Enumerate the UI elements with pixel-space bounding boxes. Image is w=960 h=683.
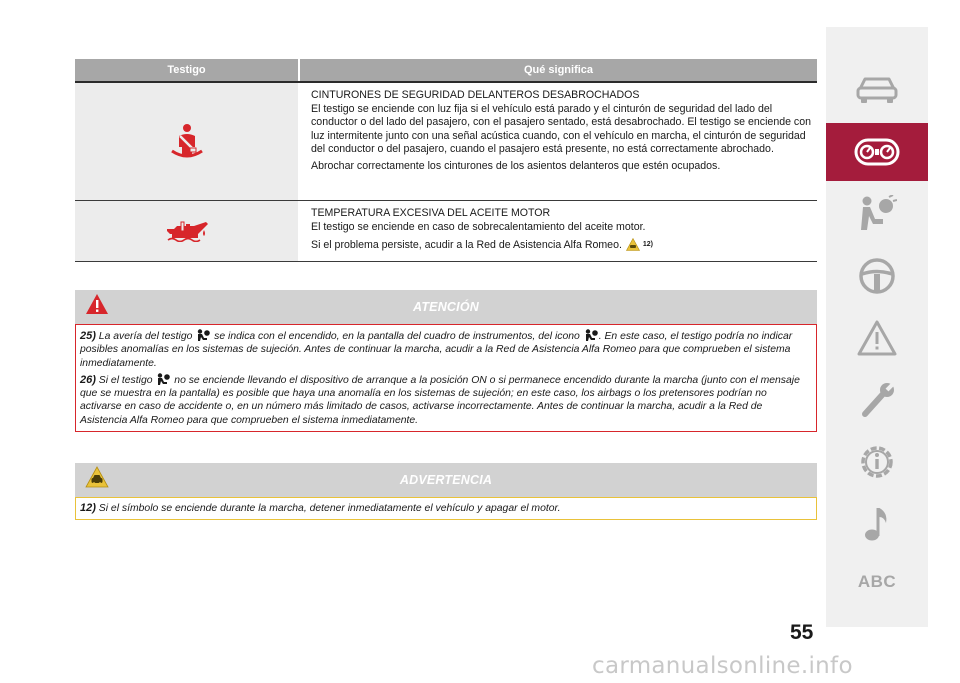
atencion-item: 26) Si el testigo no se enciende llevando el dispositivo de arranque a la posición ON o si permanece encendido durante la marcha (junto con el mensaje que se muestra en la pantalla) es posible que haya una anomalía en los sistemas de sujeción; en este caso, los airbags o los pretensores podrían no activarse en caso de accidente o, en un número más limitado de casos, activarse incorrectamente. Antes de continuar la marcha, acudir a la Red de Asistencia Alfa Romeo para que comprueben el sistema inmediatamente.	[80, 373, 800, 426]
table-header	[75, 59, 817, 81]
warning-light-cell	[75, 201, 298, 261]
sidebar-item-index[interactable]	[826, 553, 928, 611]
index-label: ABC	[857, 572, 897, 591]
advertencia-icon	[626, 238, 640, 251]
advertencia-body	[75, 497, 817, 520]
description-paragraph: Abrochar correctamente los cinturones de los asientos delanteros que estén ocupados.	[311, 160, 721, 173]
atencion-header	[75, 290, 817, 324]
sidebar-item-maintenance[interactable]	[826, 371, 928, 429]
page-number: 55	[790, 621, 814, 644]
advertencia-box	[75, 463, 817, 520]
description-paragraph: El testigo se enciende con luz fija si el vehículo está parado y el cinturón de seguridad del lado del conductor o del lado del pasajero, con el pasajero sentado, está desabrochado. El testigo se enciende con luz intermitente junto con una señal acústica cuando, con el vehículo en marcha, el cinturón de seguridad del conductor o del pasajero, cuando el pasajero está presente, no está correctamente abrochado.	[311, 103, 812, 155]
warning-light-cell	[75, 83, 298, 200]
sidebar-item-vehicle[interactable]	[826, 61, 928, 119]
advertencia-item: 12) Si el símbolo se enciende durante la marcha, detener inmediatamente el vehículo y apagar el motor.	[80, 502, 561, 514]
atencion-title: ATENCIÓN	[413, 300, 479, 314]
atencion-body	[75, 324, 817, 432]
oil-temperature-icon	[164, 220, 210, 242]
table-row	[75, 201, 817, 262]
column-header-testigo: Testigo	[75, 59, 298, 81]
advertencia-car-triangle-icon	[85, 466, 109, 488]
airbag-warning-icon	[584, 329, 598, 342]
advertencia-title: ADVERTENCIA	[399, 473, 493, 487]
description-paragraph: El testigo se enciende en caso de sobrecalentamiento del aceite motor.	[311, 221, 646, 234]
dashboard-icon	[854, 138, 900, 166]
sidebar-item-dashboard[interactable]	[826, 123, 928, 181]
warning-light-description	[300, 201, 817, 261]
airbag-icon	[857, 195, 897, 233]
atencion-item: 25) La avería del testigo se indica con el encendido, en la pantalla del cuadro de instrumentos, del icono . En este caso, el testigo podría no indicar posibles anomalías en los sistemas de sujeción. Antes de continuar la marcha, acudir a la Red de Asistencia Alfa Romeo para que comprueben el sistema inmediatamente.	[80, 330, 793, 369]
car-icon	[855, 75, 899, 105]
airbag-warning-icon	[156, 373, 170, 386]
sidebar-item-safety[interactable]	[826, 185, 928, 243]
sidebar-item-technical-data[interactable]	[826, 433, 928, 491]
wrench-icon	[857, 380, 897, 420]
steering-wheel-icon	[858, 257, 896, 295]
column-header-significado: Qué significa	[300, 59, 817, 81]
warning-light-title: CINTURONES DE SEGURIDAD DELANTEROS DESABROCHADOS	[311, 89, 640, 101]
airbag-warning-icon	[196, 329, 210, 342]
table-row	[75, 83, 817, 201]
music-note-icon	[862, 505, 892, 543]
warning-triangle-icon	[856, 319, 898, 357]
watermark: carmanualsonline.info	[592, 653, 853, 679]
danger-triangle-icon	[85, 293, 109, 315]
warning-light-description	[300, 83, 817, 200]
sidebar-item-emergency[interactable]	[826, 309, 928, 367]
seatbelt-warning-icon	[170, 123, 204, 161]
sidebar-item-driving[interactable]	[826, 247, 928, 305]
sidebar-item-multimedia[interactable]	[826, 495, 928, 553]
warning-light-title: TEMPERATURA EXCESIVA DEL ACEITE MOTOR	[311, 207, 551, 219]
warning-lights-table	[75, 59, 817, 262]
gear-info-icon	[857, 442, 897, 482]
chapter-sidebar	[826, 27, 928, 627]
description-paragraph: Si el problema persiste, acudir a la Red de Asistencia Alfa Romeo. 12)	[311, 239, 653, 252]
advertencia-header	[75, 463, 817, 497]
reference-number: 12)	[642, 241, 653, 249]
atencion-box	[75, 290, 817, 432]
